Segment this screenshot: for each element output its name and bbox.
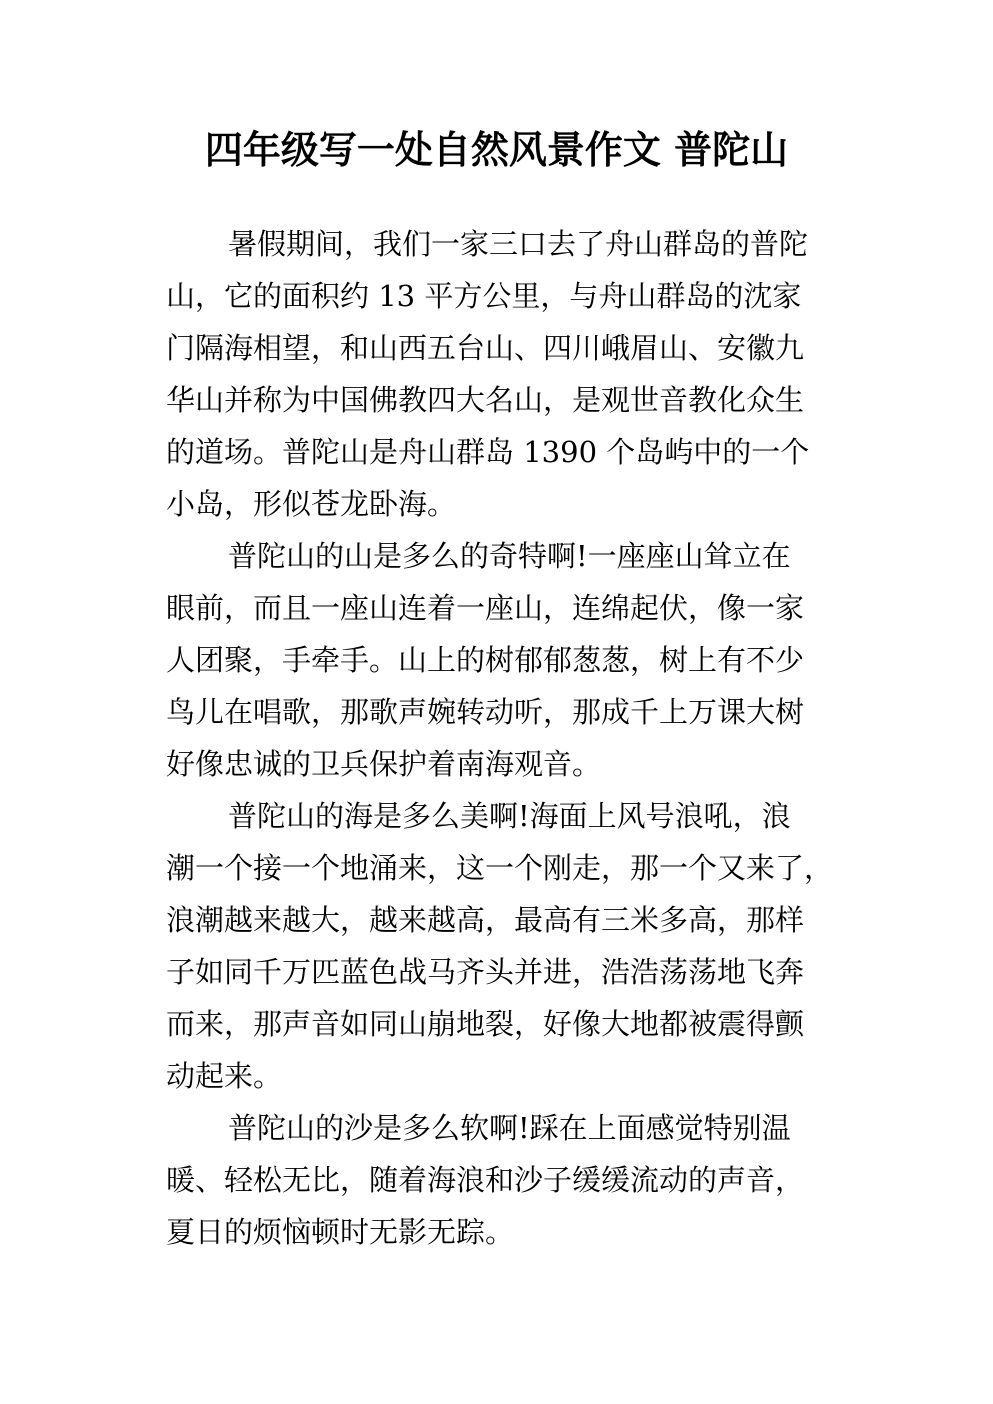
paragraph-line: 暑假期间，我们一家三口去了舟山群岛的普陀 [228,227,809,261]
paragraph-line: 山，它的面积约 13 平方公里，与舟山群岛的沈家 [166,279,802,313]
paragraph-line: 眼前，而且一座山连着一座山，连绵起伏，像一家 [166,591,805,625]
paragraph-line: 华山并称为中国佛教四大名山，是观世音教化众生 [166,383,805,417]
paragraph-line: 暖、轻松无比，随着海浪和沙子缓缓流动的声音， [166,1163,805,1197]
document-title: 四年级写一处自然风景作文 普陀山 [204,128,789,172]
paragraph-line: 浪潮越来越大，越来越高，最高有三米多高，那样 [166,903,805,937]
paragraph-2 [166,530,866,790]
paragraph-line: 人团聚，手牵手。山上的树郁郁葱葱，树上有不少 [166,643,805,677]
paragraph-line: 好像忠诚的卫兵保护着南海观音。 [166,747,602,781]
paragraph-line: 动起来。 [166,1059,283,1093]
document-body [166,218,866,1258]
paragraph-line: 鸟儿在唱歌，那歌声婉转动听，那成千上万课大树 [166,695,805,729]
paragraph-line: 的道场。普陀山是舟山群岛 1390 个岛屿中的一个 [166,435,810,469]
paragraph-line: 子如同千万匹蓝色战马齐头并进，浩浩荡荡地飞奔 [166,955,805,989]
paragraph-line: 门隔海相望，和山西五台山、四川峨眉山、安徽九 [166,331,805,365]
paragraph-line: 小岛，形似苍龙卧海。 [166,487,457,521]
paragraph-4 [166,1102,866,1258]
paragraph-1 [166,218,866,530]
paragraph-line: 普陀山的海是多么美啊!海面上风号浪吼，浪 [228,799,791,833]
paragraph-line: 普陀山的山是多么的奇特啊!一座座山耸立在 [228,539,791,573]
paragraph-3 [166,790,866,1102]
paragraph-line: 潮一个接一个地涌来，这一个刚走，那一个又来了， [166,851,834,885]
paragraph-line: 而来，那声音如同山崩地裂，好像大地都被震得颤 [166,1007,805,1041]
paragraph-line: 夏日的烦恼顿时无影无踪。 [166,1215,515,1249]
paragraph-line: 普陀山的沙是多么软啊!踩在上面感觉特别温 [228,1111,791,1145]
